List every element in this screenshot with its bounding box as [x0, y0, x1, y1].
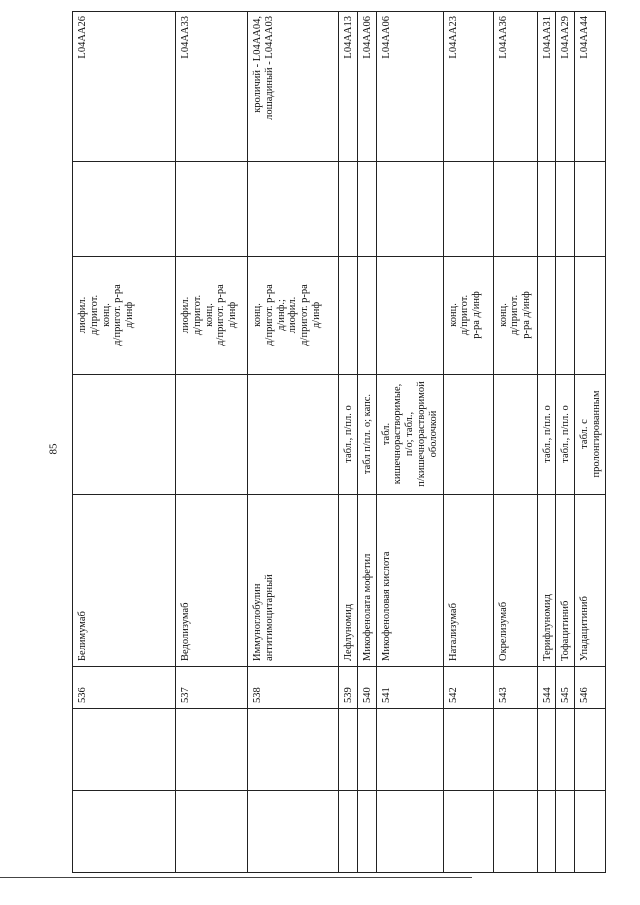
- dosage-form: табл. кишечнорастворимые, п/о; табл., п/кишечнорастворимой оболочкой: [376, 375, 443, 495]
- dosage-form: табл., п/пл. о: [537, 375, 556, 495]
- empty-cell: [357, 791, 376, 873]
- table-row: [248, 12, 339, 873]
- empty-cell: [493, 791, 537, 873]
- table-row: [556, 12, 575, 873]
- table-row: [176, 12, 248, 873]
- drug-name: Белимумаб: [73, 495, 176, 667]
- table-row: [443, 12, 493, 873]
- drug-name: Окрелизумаб: [493, 495, 537, 667]
- empty-cell: [73, 791, 176, 873]
- row-number: 541: [376, 667, 443, 709]
- drug-name: Натализумаб: [443, 495, 493, 667]
- empty-cell: [357, 162, 376, 257]
- atc-code: L04AA23: [443, 12, 493, 162]
- table-row: [357, 12, 376, 873]
- empty-cell: [556, 709, 575, 791]
- atc-code: кроличий - L04AA04, лошадиный - L04AA03: [248, 12, 339, 162]
- empty-cell: [575, 709, 606, 791]
- atc-code: L04AA33: [176, 12, 248, 162]
- row-number: 543: [493, 667, 537, 709]
- atc-code: L04AA06: [357, 12, 376, 162]
- table-row: [339, 12, 358, 873]
- empty-cell: [493, 709, 537, 791]
- row-number: 538: [248, 667, 339, 709]
- table-row: [73, 12, 176, 873]
- empty-cell: [556, 791, 575, 873]
- empty-cell: [376, 709, 443, 791]
- row-number: 544: [537, 667, 556, 709]
- drug-name: Тофацитиниб: [556, 495, 575, 667]
- table-row: [537, 12, 556, 873]
- empty-cell: [176, 791, 248, 873]
- drug-name: Микофенолата мофетил: [357, 495, 376, 667]
- dosage-form-infusion: конц. д/пригот. р-ра д/инф: [443, 257, 493, 375]
- table-row: [493, 12, 537, 873]
- row-number: 537: [176, 667, 248, 709]
- empty-cell: [443, 709, 493, 791]
- dosage-form-infusion: [537, 257, 556, 375]
- empty-cell: [376, 791, 443, 873]
- empty-cell: [73, 162, 176, 257]
- atc-code: L04AA44: [575, 12, 606, 162]
- empty-cell: [248, 709, 339, 791]
- dosage-form-infusion: лиофил. д/пригот. конц. д/пригот. р-ра д/инф: [176, 257, 248, 375]
- row-number: 542: [443, 667, 493, 709]
- dosage-form: [176, 375, 248, 495]
- empty-cell: [339, 791, 358, 873]
- empty-cell: [575, 162, 606, 257]
- empty-cell: [443, 791, 493, 873]
- page-number: 85: [47, 443, 60, 455]
- dosage-form-infusion: конц. д/пригот. р-ра д/инф.; лиофил. д/пригот. р-ра д/инф: [248, 257, 339, 375]
- dosage-form-infusion: [357, 257, 376, 375]
- empty-cell: [176, 709, 248, 791]
- drug-table-container: [72, 12, 602, 873]
- empty-cell: [443, 162, 493, 257]
- atc-code: L04AA13: [339, 12, 358, 162]
- dosage-form-infusion: [376, 257, 443, 375]
- dosage-form: [493, 375, 537, 495]
- atc-code: L04AA06: [376, 12, 443, 162]
- empty-cell: [556, 162, 575, 257]
- empty-cell: [357, 709, 376, 791]
- row-number: 540: [357, 667, 376, 709]
- atc-code: L04AA36: [493, 12, 537, 162]
- dosage-form-infusion: [575, 257, 606, 375]
- dosage-form-infusion: [556, 257, 575, 375]
- dosage-form: [248, 375, 339, 495]
- dosage-form: табл., п/пл. о: [556, 375, 575, 495]
- drug-name: Упадацитиниб: [575, 495, 606, 667]
- atc-code: L04AA31: [537, 12, 556, 162]
- dosage-form-infusion: конц. д/пригот. р-ра д/инф: [493, 257, 537, 375]
- row-number: 536: [73, 667, 176, 709]
- dosage-form-infusion: [339, 257, 358, 375]
- dosage-form: табл. с пролонгированным: [575, 375, 606, 495]
- table-row: [376, 12, 443, 873]
- drug-name: Лефлуномид: [339, 495, 358, 667]
- empty-cell: [248, 791, 339, 873]
- drug-name: Ведолизумаб: [176, 495, 248, 667]
- dosage-form-infusion: лиофил. д/пригот. конц. д/пригот. р-ра д/инф: [73, 257, 176, 375]
- empty-cell: [176, 162, 248, 257]
- footer-rule: [0, 877, 472, 878]
- drug-table: [72, 11, 606, 873]
- empty-cell: [339, 709, 358, 791]
- row-number: 539: [339, 667, 358, 709]
- dosage-form: табл., п/пл. о: [339, 375, 358, 495]
- empty-cell: [376, 162, 443, 257]
- table-row: [575, 12, 606, 873]
- atc-code: L04AA26: [73, 12, 176, 162]
- empty-cell: [339, 162, 358, 257]
- empty-cell: [537, 162, 556, 257]
- dosage-form: [443, 375, 493, 495]
- empty-cell: [493, 162, 537, 257]
- row-number: 546: [575, 667, 606, 709]
- rotated-table-frame: [72, 12, 602, 873]
- drug-name: Микофеноловая кислота: [376, 495, 443, 667]
- empty-cell: [248, 162, 339, 257]
- drug-name: Иммуноглобулин антитимоцитарный: [248, 495, 339, 667]
- atc-code: L04AA29: [556, 12, 575, 162]
- empty-cell: [537, 791, 556, 873]
- drug-name: Терифлуномид: [537, 495, 556, 667]
- dosage-form: табл п/пл. о; капс.: [357, 375, 376, 495]
- empty-cell: [537, 709, 556, 791]
- dosage-form: [73, 375, 176, 495]
- empty-cell: [73, 709, 176, 791]
- empty-cell: [575, 791, 606, 873]
- row-number: 545: [556, 667, 575, 709]
